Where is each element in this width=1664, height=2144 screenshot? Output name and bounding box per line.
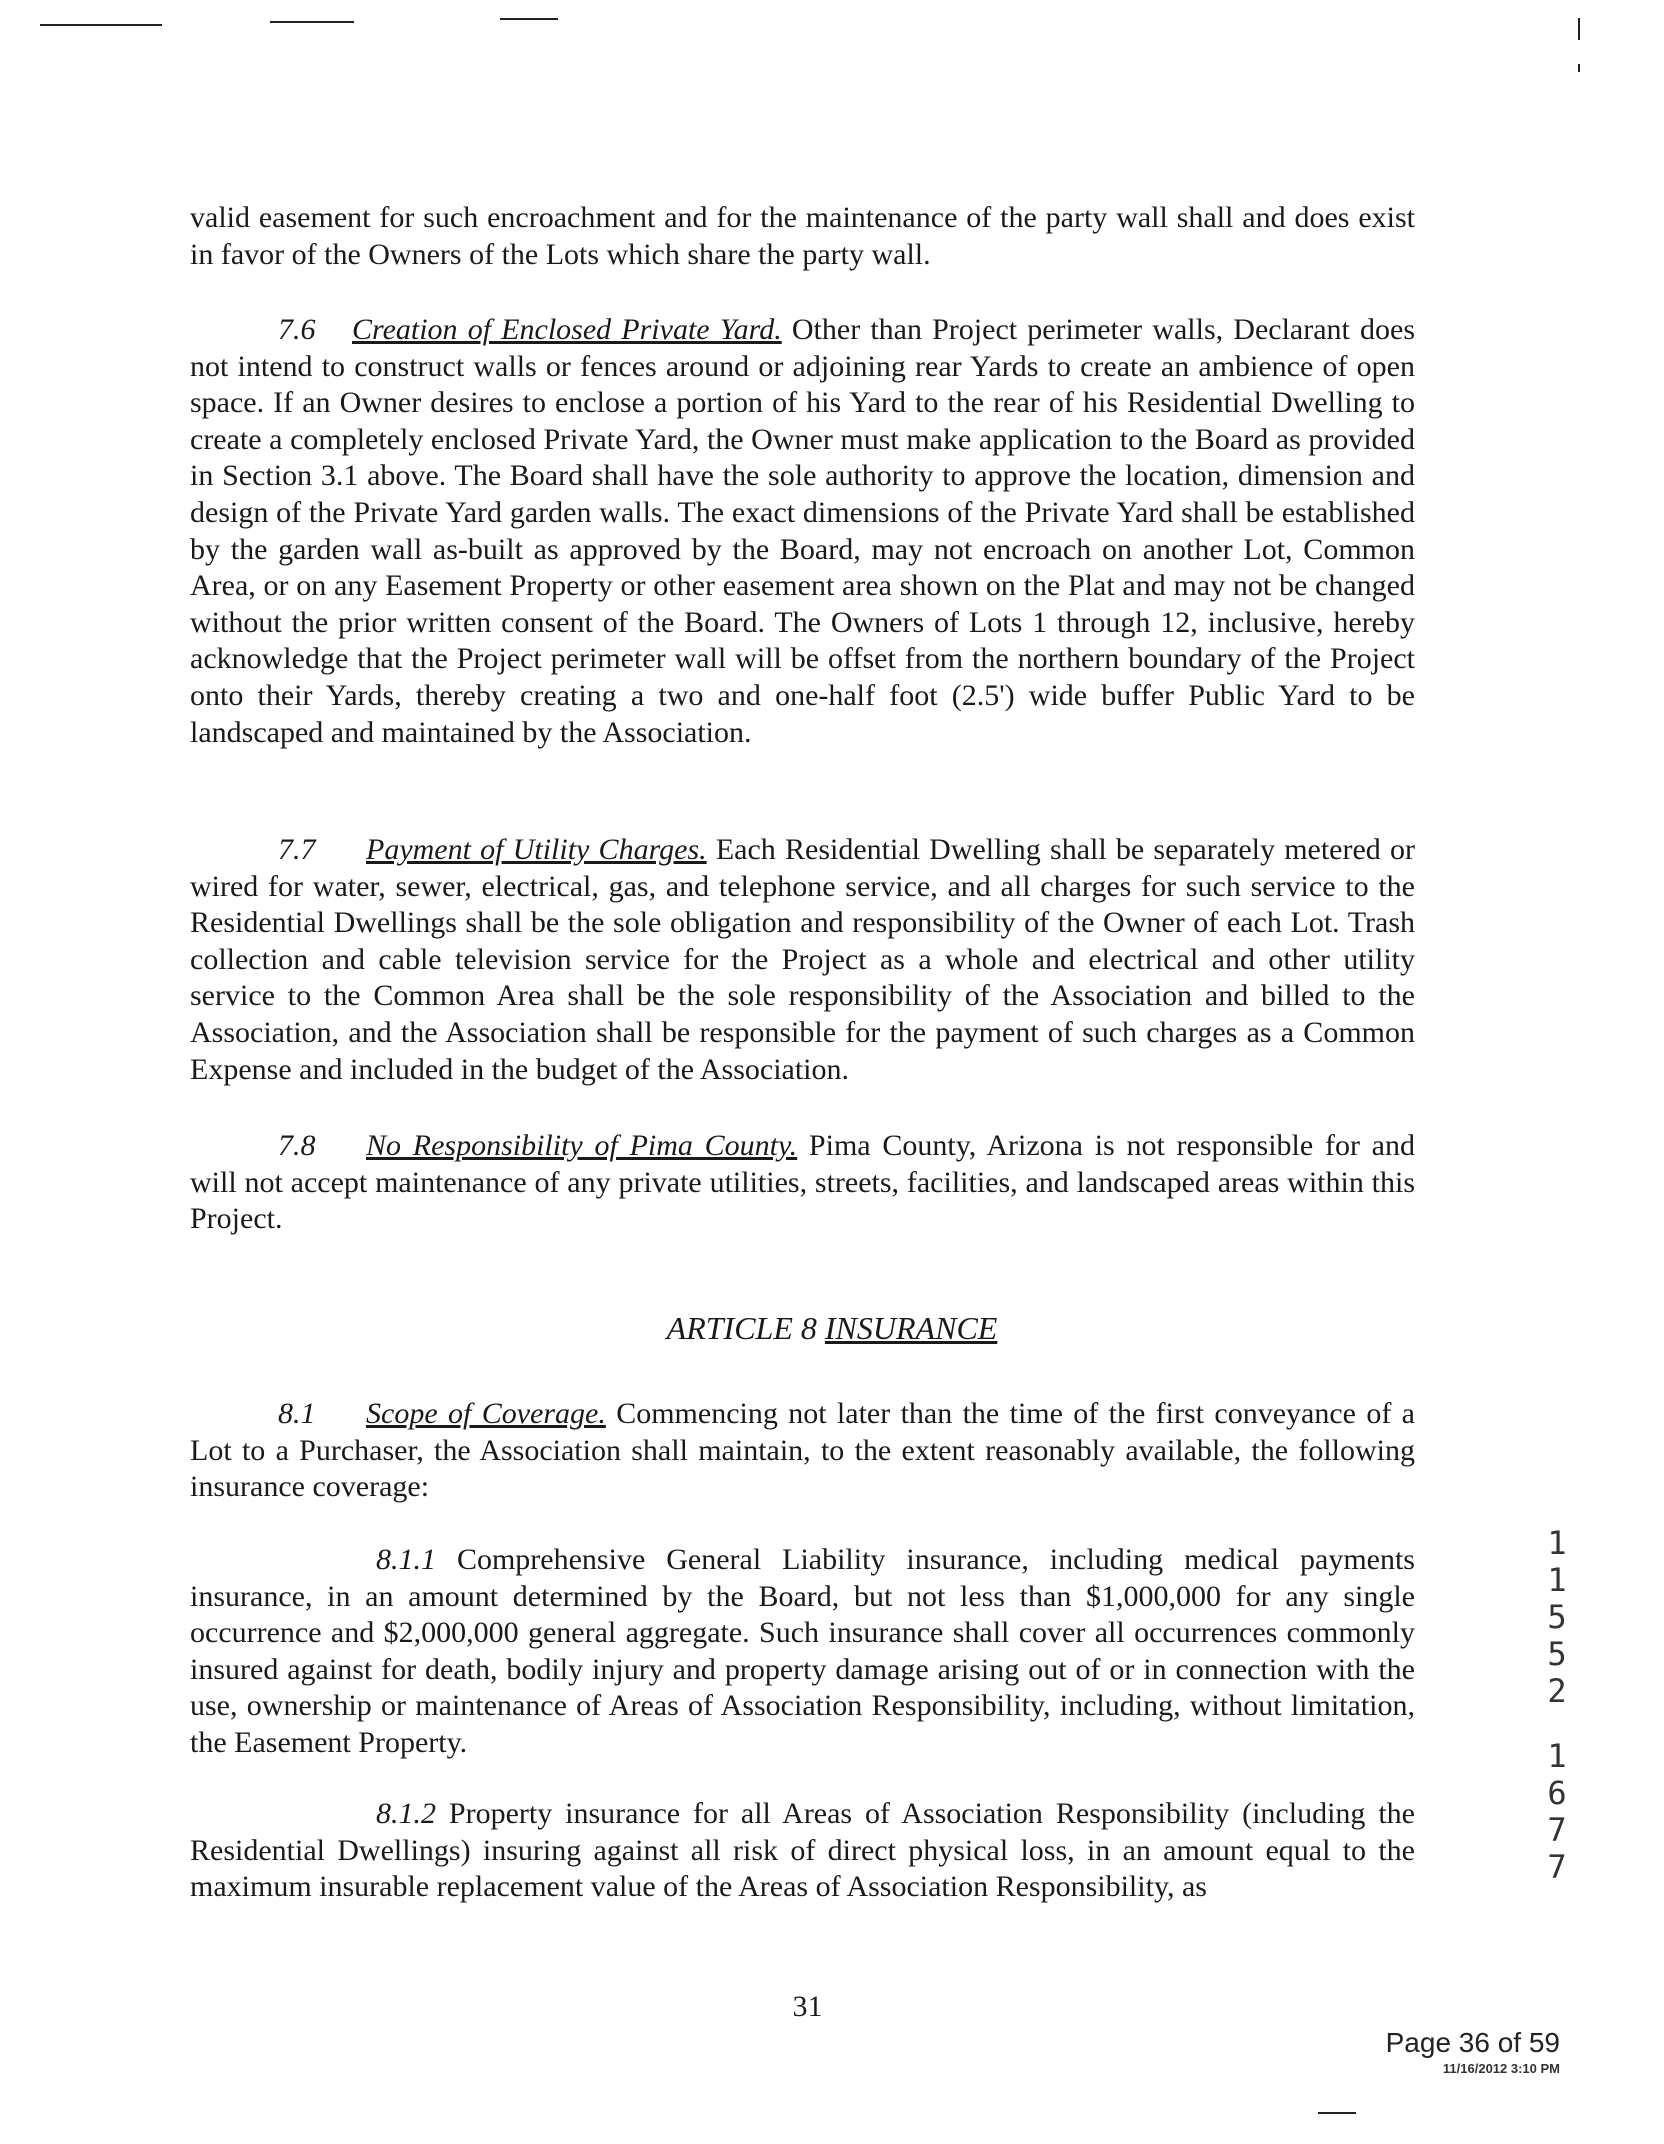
section-number: 8.1.2 [376, 1797, 436, 1830]
section-7-6 [190, 312, 1415, 751]
scan-line-2 [270, 21, 354, 23]
stamp-digit: 1 [1547, 1561, 1567, 1599]
section-8-1-1 [190, 1542, 1415, 1762]
section-8-1-2 [190, 1796, 1415, 1906]
page-number: 31 [792, 1990, 823, 2023]
page-of-count: Page 36 of 59 [1385, 2027, 1560, 2058]
stamp-digit: 7 [1547, 1811, 1567, 1849]
section-8-1 [190, 1396, 1415, 1506]
section-heading: No Responsibility of Pima County. [366, 1129, 798, 1162]
section-body: Commencing not later than the time of the first conveyance of a Lot to a Purchaser, the Association shall maintain, to the extent reasonably available, the following insurance coverage: [190, 1397, 1415, 1504]
section-body: Property insurance for all Areas of Association Responsibility (including the Residential Dwellings) insuring against all risk of direct physical loss, in an amount equal to the maximum insurable replacement value of the Areas of Association Responsibility, as [190, 1797, 1415, 1904]
section-body: Other than Project perimeter walls, Declarant does not intend to construct walls or fences around or adjoining rear Yards to create an ambience of open space. If an Owner desires to enclose a portion of his Yard to the rear of his Residential Dwelling to create a completely enclosed Private Yard, the Owner must make application to the Board as provided in Section 3.1 above. The Board shall have the sole authority to approve the location, dimension and design of the Private Yard garden walls. The exact dimensions of the Private Yard shall be established by the garden wall as-built as approved by the Board, may not encroach on another Lot, Common Area, or on any Easement Property or other easement area shown on the Plat and may not be changed without the prior written consent of the Board. The Owners of Lots 1 through 12, inclusive, hereby acknowledge that the Project perimeter wall will be offset from the northern boundary of the Project onto their Yards, thereby creating a two and one-half foot (2.5') wide buffer Public Yard to be landscaped and maintained by the Association. [190, 313, 1416, 749]
scan-line-3 [500, 18, 558, 20]
stamp-digit: 1 [1547, 1737, 1567, 1775]
section-number: 7.8 [278, 1129, 316, 1162]
paragraph-continuation: valid easement for such encroachment and for the maintenance of the party wall shall and does exist in favor of the Owners of the Lots which share the party wall. [190, 201, 1415, 271]
section-7-8 [190, 1128, 1415, 1238]
section-body: Each Residential Dwelling shall be separately metered or wired for water, sewer, electrical, gas, and telephone service, and all charges for such service to the Residential Dwellings shall be the sole obligation and responsibility of the Owner of each Lot. Trash collection and cable television service for the Project as a whole and electrical and other utility service to the Common Area shall be the sole responsibility of the Association and billed to the Association, and the Association shall be responsible for the payment of such charges as a Common Expense and included in the budget of the Association. [190, 833, 1415, 1086]
scan-dot [1578, 18, 1580, 40]
section-body: Pima County, Arizona is not responsible for and will not accept maintenance of any private utilities, streets, facilities, and landscaped areas within this Project. [190, 1129, 1415, 1236]
article-title: INSURANCE [824, 1310, 998, 1346]
stamp-digit: 1 [1547, 1524, 1567, 1562]
article-heading [0, 1310, 1664, 1347]
stamp-digit: 6 [1547, 1774, 1567, 1812]
article-prefix: ARTICLE 8 [666, 1310, 825, 1346]
scan-line-1 [40, 24, 162, 26]
section-7-7 [190, 832, 1415, 1088]
scan-dot [1578, 64, 1580, 72]
section-number: 8.1.1 [376, 1543, 436, 1576]
stamp-digit: 5 [1547, 1635, 1567, 1673]
stamp-digit: 5 [1547, 1598, 1567, 1636]
section-body: Comprehensive General Liability insurance, including medical payments insurance, in an amount determined by the Board, but not less than $1,000,000 for any single occurrence and $2,000,000 general aggregate. Such insurance shall cover all occurrences commonly insured against for death, bodily injury and property damage arising out of or in connection with the use, ownership or maintenance of Areas of Association Responsibility, including, without limitation, the Easement Property. [190, 1543, 1415, 1759]
section-heading: Creation of Enclosed Private Yard. [352, 313, 782, 346]
timestamp: 11/16/2012 3:10 PM [1442, 2061, 1560, 2076]
section-number: 8.1 [278, 1397, 316, 1430]
section-heading: Payment of Utility Charges. [366, 833, 707, 866]
stamp-digit: 2 [1547, 1672, 1567, 1710]
section-number: 7.7 [278, 833, 316, 866]
section-heading: Scope of Coverage. [366, 1397, 606, 1430]
recording-stamp-vertical [1542, 1525, 1572, 1886]
stamp-digit: 7 [1547, 1848, 1567, 1886]
section-number: 7.6 [278, 313, 316, 346]
scan-line-4 [1318, 2112, 1356, 2114]
